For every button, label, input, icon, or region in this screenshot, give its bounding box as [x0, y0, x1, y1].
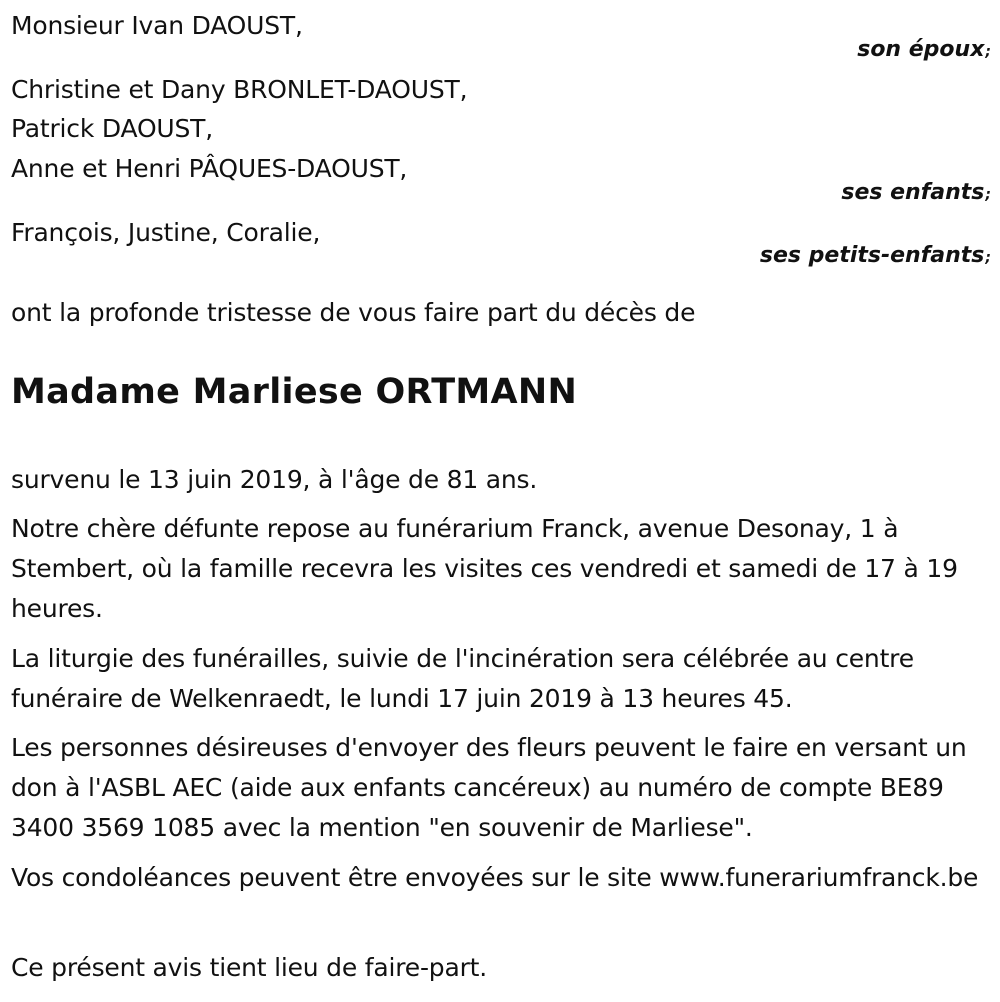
grandchildren-names: François, Justine, Coralie, — [11, 218, 321, 247]
deceased-name: Madame Marliese ORTMANN — [11, 372, 578, 412]
closing-line: Ce présent avis tient lieu de faire-part. — [11, 953, 487, 982]
role-suffix: ; — [985, 44, 991, 60]
children-role — [841, 178, 991, 210]
role-suffix: ; — [985, 187, 991, 203]
death-info: survenu le 13 juin 2019, à l'âge de 81 ans. — [11, 465, 538, 494]
children-role-label: ses enfants — [841, 180, 985, 205]
announcement-text: ont la profonde tristesse de vous faire part du décès de — [11, 298, 696, 327]
husband-name: Monsieur Ivan DAOUST, — [11, 11, 303, 40]
husband-role — [857, 35, 991, 67]
liturgy-paragraph: La liturgie des funérailles, suivie de l'incinération sera célébrée au centre funéraire de Welkenraedt, le lundi 17 juin 2019 à 13 heures 45. — [11, 644, 914, 713]
husband-role-label: son époux — [857, 37, 985, 62]
role-suffix: ; — [985, 250, 991, 266]
viewing-paragraph: Notre chère défunte repose au funérarium Franck, avenue Desonay, 1 à Stembert, où la famille recevra les visites ces vendredi et samedi de 17 à 19 heures. — [11, 514, 958, 623]
flowers-paragraph: Les personnes désireuses d'envoyer des fleurs peuvent le faire en versant un don à l'ASBL AEC (aide aux enfants cancéreux) au numéro de compte BE89 3400 3569 1085 avec la mention "en souvenir de Marliese". — [11, 733, 967, 842]
child-line-2: Patrick DAOUST, — [11, 114, 214, 143]
grandchildren-role-label: ses petits-enfants — [759, 243, 985, 268]
condolences-paragraph: Vos condoléances peuvent être envoyées sur le site www.funerariumfranck.be — [11, 863, 979, 892]
obituary-notice — [11, 0, 991, 1002]
child-line-3: Anne et Henri PÂQUES-DAOUST, — [11, 154, 408, 183]
child-line-1: Christine et Dany BRONLET-DAOUST, — [11, 75, 468, 104]
grandchildren-role — [760, 241, 991, 273]
